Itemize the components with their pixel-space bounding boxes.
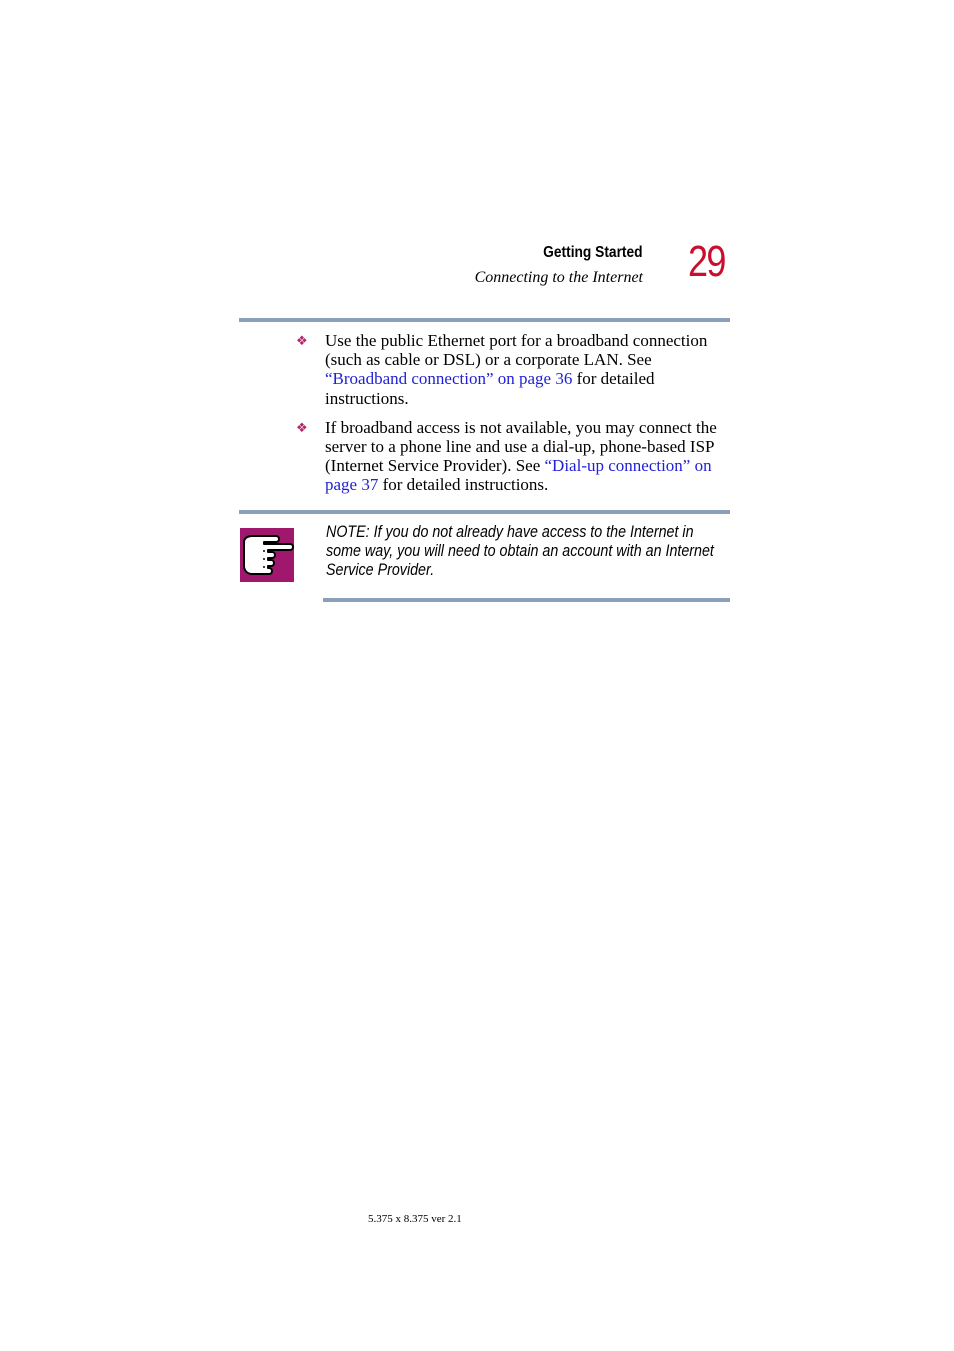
bullet-text-end: for detailed instructions. (378, 475, 549, 495)
bullet-text: Use the public Ethernet port for a broadband connection (such as cable or DSL) or a corporate LAN. See (325, 331, 708, 370)
note-text: NOTE: If you do not already have access to the Internet in some way, you will need to obtain an account with an Internet Service Provider. (326, 522, 714, 579)
section-title: Connecting to the Internet (474, 269, 643, 286)
top-rule (239, 318, 730, 322)
footer-version: 5.375 x 8.375 ver 2.1 (368, 1213, 462, 1225)
bullet-marker-icon: ❖ (296, 334, 308, 349)
bullet-text: If broadband access is not available, you may connect the server to a phone line and use a dial-up, phone-based ISP (Internet Service Provider). See (325, 417, 717, 476)
page-number: 29 (688, 237, 725, 286)
dial-up-connection-link[interactable]: “Dial-up connection” on page 37 (325, 456, 712, 495)
pointing-hand-icon (240, 528, 294, 582)
bullet-marker-icon: ❖ (296, 420, 308, 436)
chapter-title: Getting Started (543, 244, 643, 261)
bullet-item (296, 331, 730, 408)
broadband-connection-link[interactable]: “Broadband connection” on page 36 (325, 369, 573, 389)
bullet-list (296, 331, 730, 505)
bullet-text-end: for detailed instructions. (325, 369, 655, 408)
bullet-item (296, 418, 730, 495)
bottom-rule (323, 598, 730, 602)
mid-rule (239, 510, 730, 514)
